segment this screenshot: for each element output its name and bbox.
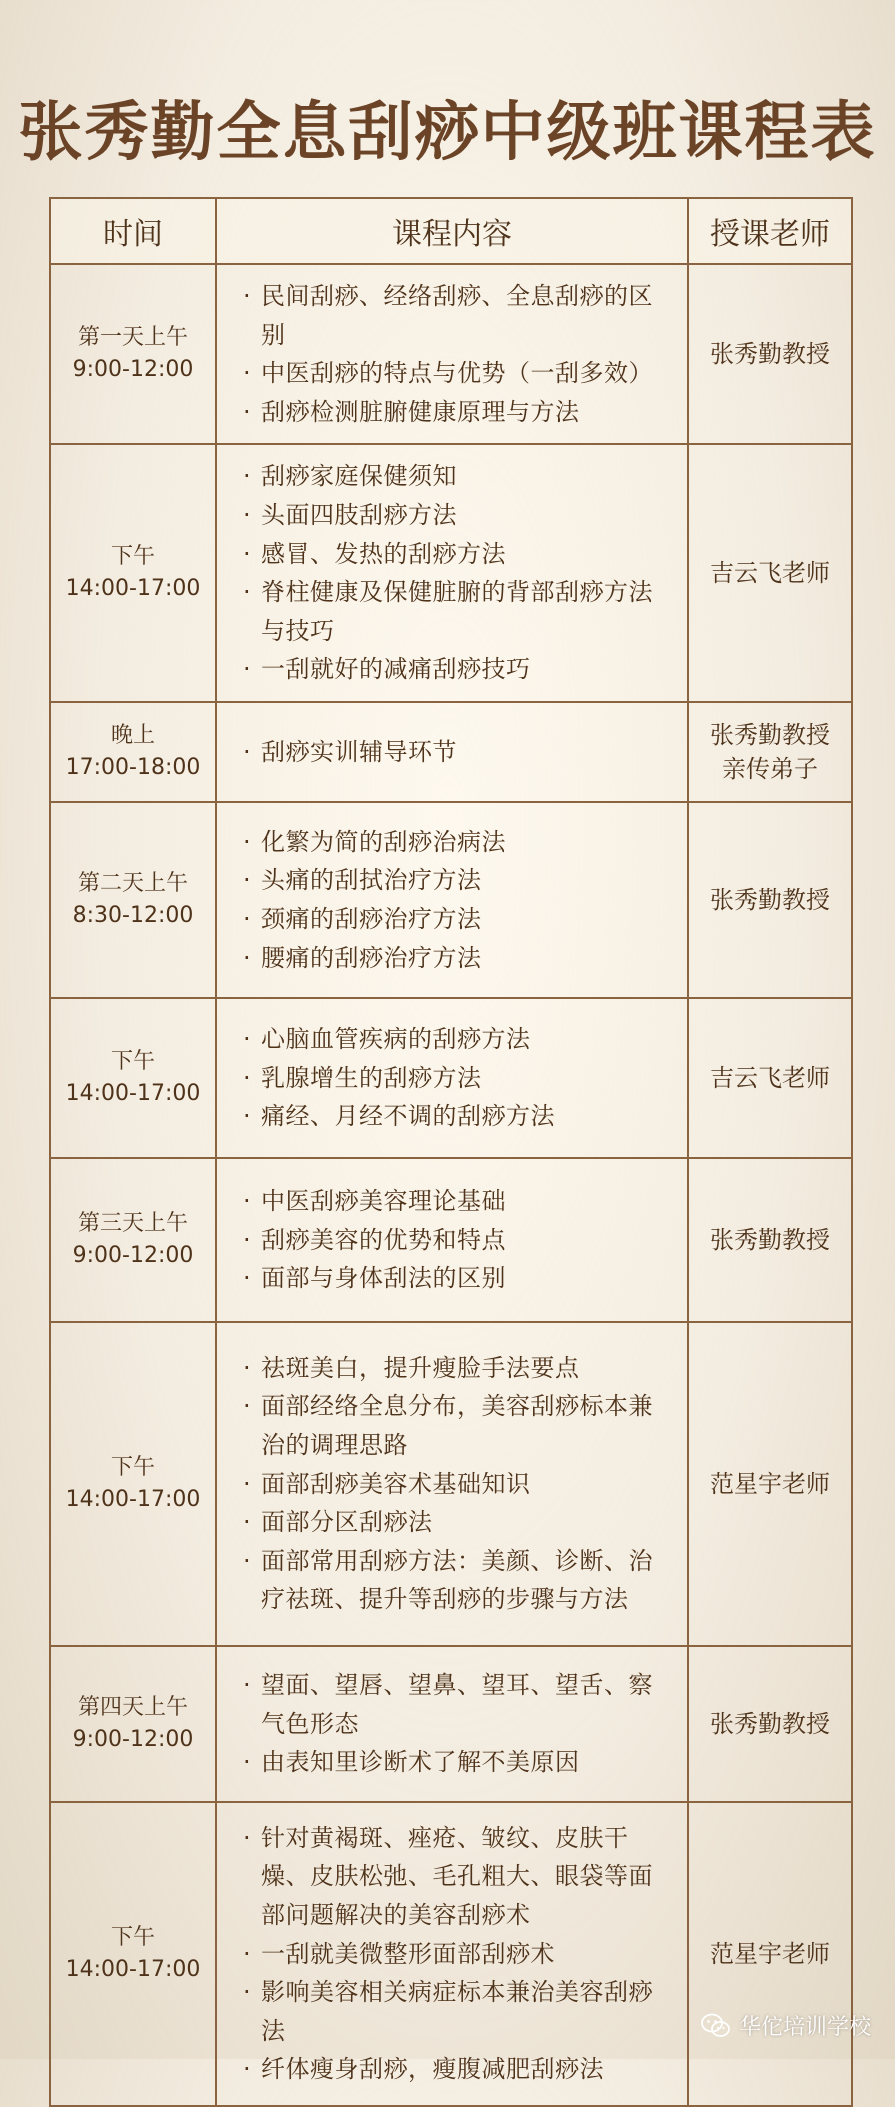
course-item-list bbox=[243, 733, 677, 772]
list-item: · 脊柱健康及保健脏腑的背部刮痧方法与技巧 bbox=[243, 573, 677, 650]
session-time-cell bbox=[50, 1322, 216, 1646]
list-item: · 面部经络全息分布，美容刮痧标本兼治的调理思路 bbox=[243, 1387, 677, 1464]
session-teacher-cell bbox=[688, 702, 852, 802]
session-day: 第二天上午 bbox=[77, 870, 188, 896]
list-item: · 一刮就好的减痛刮痧技巧 bbox=[243, 650, 677, 689]
session-time-cell bbox=[50, 802, 216, 998]
teacher-name-subtitle: 亲传弟子 bbox=[722, 754, 818, 783]
session-teacher-cell bbox=[688, 1322, 852, 1646]
table-header-row bbox=[50, 198, 852, 264]
session-content-cell bbox=[216, 998, 688, 1158]
session-hours: 9:00-12:00 bbox=[72, 1726, 194, 1752]
list-item: · 影响美容相关病症标本兼治美容刮痧法 bbox=[243, 1973, 677, 2050]
list-item: · 由表知里诊断术了解不美原因 bbox=[243, 1743, 677, 1782]
table-row bbox=[50, 444, 852, 702]
session-time-cell bbox=[50, 1646, 216, 1802]
list-item: · 面部常用刮痧方法：美颜、诊断、治疗祛斑、提升等刮痧的步骤与方法 bbox=[243, 1542, 677, 1619]
session-time-cell bbox=[50, 264, 216, 444]
session-day: 第一天上午 bbox=[77, 325, 188, 351]
session-hours: 14:00-17:00 bbox=[65, 1080, 201, 1106]
list-item: · 乳腺增生的刮痧方法 bbox=[243, 1059, 677, 1098]
session-time-cell bbox=[50, 444, 216, 702]
session-content-cell bbox=[216, 264, 688, 444]
list-item: · 刮痧实训辅导环节 bbox=[243, 733, 677, 772]
table-row bbox=[50, 802, 852, 998]
list-item: · 针对黄褐斑、痤疮、皱纹、皮肤干燥、皮肤松弛、毛孔粗大、眼袋等面部问题解决的美容刮痧术 bbox=[243, 1819, 677, 1935]
list-item: · 颈痛的刮痧治疗方法 bbox=[243, 900, 677, 939]
table-row bbox=[50, 1158, 852, 1322]
session-hours: 14:00-17:00 bbox=[65, 576, 201, 602]
wechat-icon bbox=[701, 2013, 731, 2039]
teacher-name: 范星宇老师 bbox=[710, 1939, 830, 1968]
header-teacher: 授课老师 bbox=[688, 198, 852, 264]
session-hours: 14:00-17:00 bbox=[65, 1486, 201, 1512]
teacher-name: 吉云飞老师 bbox=[710, 559, 830, 588]
session-hours: 14:00-17:00 bbox=[65, 1956, 201, 1982]
list-item: · 祛斑美白，提升瘦脸手法要点 bbox=[243, 1349, 677, 1388]
teacher-name: 张秀勤教授 bbox=[710, 340, 830, 369]
session-content-cell bbox=[216, 444, 688, 702]
table-row bbox=[50, 1322, 852, 1646]
list-item: · 腰痛的刮痧治疗方法 bbox=[243, 939, 677, 978]
list-item: · 刮痧家庭保健须知 bbox=[243, 457, 677, 496]
teacher-name: 张秀勤教授 bbox=[710, 1709, 830, 1738]
list-item: · 面部与身体刮法的区别 bbox=[243, 1259, 677, 1298]
list-item: · 痛经、月经不调的刮痧方法 bbox=[243, 1097, 677, 1136]
table-row bbox=[50, 264, 852, 444]
list-item: · 刮痧美容的优势和特点 bbox=[243, 1221, 677, 1260]
session-day: 下午 bbox=[110, 1048, 155, 1074]
table-row bbox=[50, 1802, 852, 2106]
session-day: 第三天上午 bbox=[77, 1210, 188, 1236]
session-hours: 17:00-18:00 bbox=[65, 754, 201, 780]
teacher-name: 张秀勤教授 bbox=[710, 1225, 830, 1254]
session-teacher-cell bbox=[688, 444, 852, 702]
session-content-cell bbox=[216, 1322, 688, 1646]
session-teacher-cell bbox=[688, 802, 852, 998]
course-schedule-table bbox=[49, 197, 853, 2107]
session-day: 下午 bbox=[110, 1924, 155, 1950]
session-hours: 8:30-12:00 bbox=[72, 902, 194, 928]
list-item: · 心脑血管疾病的刮痧方法 bbox=[243, 1020, 677, 1059]
list-item: · 纤体瘦身刮痧，瘦腹减肥刮痧法 bbox=[243, 2050, 677, 2089]
source-watermark bbox=[701, 2010, 871, 2041]
session-content-cell bbox=[216, 1646, 688, 1802]
table-row bbox=[50, 1646, 852, 1802]
list-item: · 头痛的刮拭治疗方法 bbox=[243, 861, 677, 900]
session-time-cell bbox=[50, 1158, 216, 1322]
session-content-cell bbox=[216, 702, 688, 802]
list-item: · 面部分区刮痧法 bbox=[243, 1503, 677, 1542]
session-teacher-cell bbox=[688, 1158, 852, 1322]
session-time-cell bbox=[50, 998, 216, 1158]
session-teacher-cell bbox=[688, 1802, 852, 2106]
list-item: · 一刮就美微整形面部刮痧术 bbox=[243, 1935, 677, 1974]
session-hours: 9:00-12:00 bbox=[72, 357, 194, 383]
course-item-list bbox=[243, 1819, 677, 2089]
session-teacher-cell bbox=[688, 998, 852, 1158]
header-time: 时间 bbox=[50, 198, 216, 264]
list-item: · 中医刮痧美容理论基础 bbox=[243, 1182, 677, 1221]
list-item: · 感冒、发热的刮痧方法 bbox=[243, 535, 677, 574]
list-item: · 面部刮痧美容术基础知识 bbox=[243, 1465, 677, 1504]
list-item: · 民间刮痧、经络刮痧、全息刮痧的区别 bbox=[243, 277, 677, 354]
teacher-name: 张秀勤教授 bbox=[710, 720, 830, 749]
list-item: · 中医刮痧的特点与优势（一刮多效） bbox=[243, 354, 677, 393]
course-item-list bbox=[243, 823, 677, 977]
teacher-name: 范星宇老师 bbox=[710, 1469, 830, 1498]
session-day: 下午 bbox=[110, 1454, 155, 1480]
course-item-list bbox=[243, 1666, 677, 1782]
session-content-cell bbox=[216, 1158, 688, 1322]
course-item-list bbox=[243, 457, 677, 689]
header-content: 课程内容 bbox=[216, 198, 688, 264]
session-day: 下午 bbox=[110, 544, 155, 570]
teacher-name: 张秀勤教授 bbox=[710, 885, 830, 914]
session-teacher-cell bbox=[688, 264, 852, 444]
list-item: · 刮痧检测脏腑健康原理与方法 bbox=[243, 393, 677, 432]
session-day: 第四天上午 bbox=[77, 1694, 188, 1720]
course-item-list bbox=[243, 1020, 677, 1136]
course-item-list bbox=[243, 1182, 677, 1298]
list-item: · 头面四肢刮痧方法 bbox=[243, 496, 677, 535]
session-teacher-cell bbox=[688, 1646, 852, 1802]
list-item: · 化繁为简的刮痧治病法 bbox=[243, 823, 677, 862]
session-time-cell bbox=[50, 702, 216, 802]
session-content-cell bbox=[216, 802, 688, 998]
table-row bbox=[50, 702, 852, 802]
watermark-text: 华佗培训学校 bbox=[738, 2015, 871, 2040]
teacher-name: 吉云飞老师 bbox=[710, 1063, 830, 1092]
session-time-cell bbox=[50, 1802, 216, 2106]
table-row bbox=[50, 998, 852, 1158]
session-day: 晚上 bbox=[110, 722, 155, 748]
session-content-cell bbox=[216, 1802, 688, 2106]
list-item: · 望面、望唇、望鼻、望耳、望舌、察气色形态 bbox=[243, 1666, 677, 1743]
course-item-list bbox=[243, 1349, 677, 1619]
course-item-list bbox=[243, 277, 677, 431]
page-title: 张秀勤全息刮痧中级班课程表 bbox=[18, 96, 877, 170]
session-hours: 9:00-12:00 bbox=[72, 1242, 194, 1268]
